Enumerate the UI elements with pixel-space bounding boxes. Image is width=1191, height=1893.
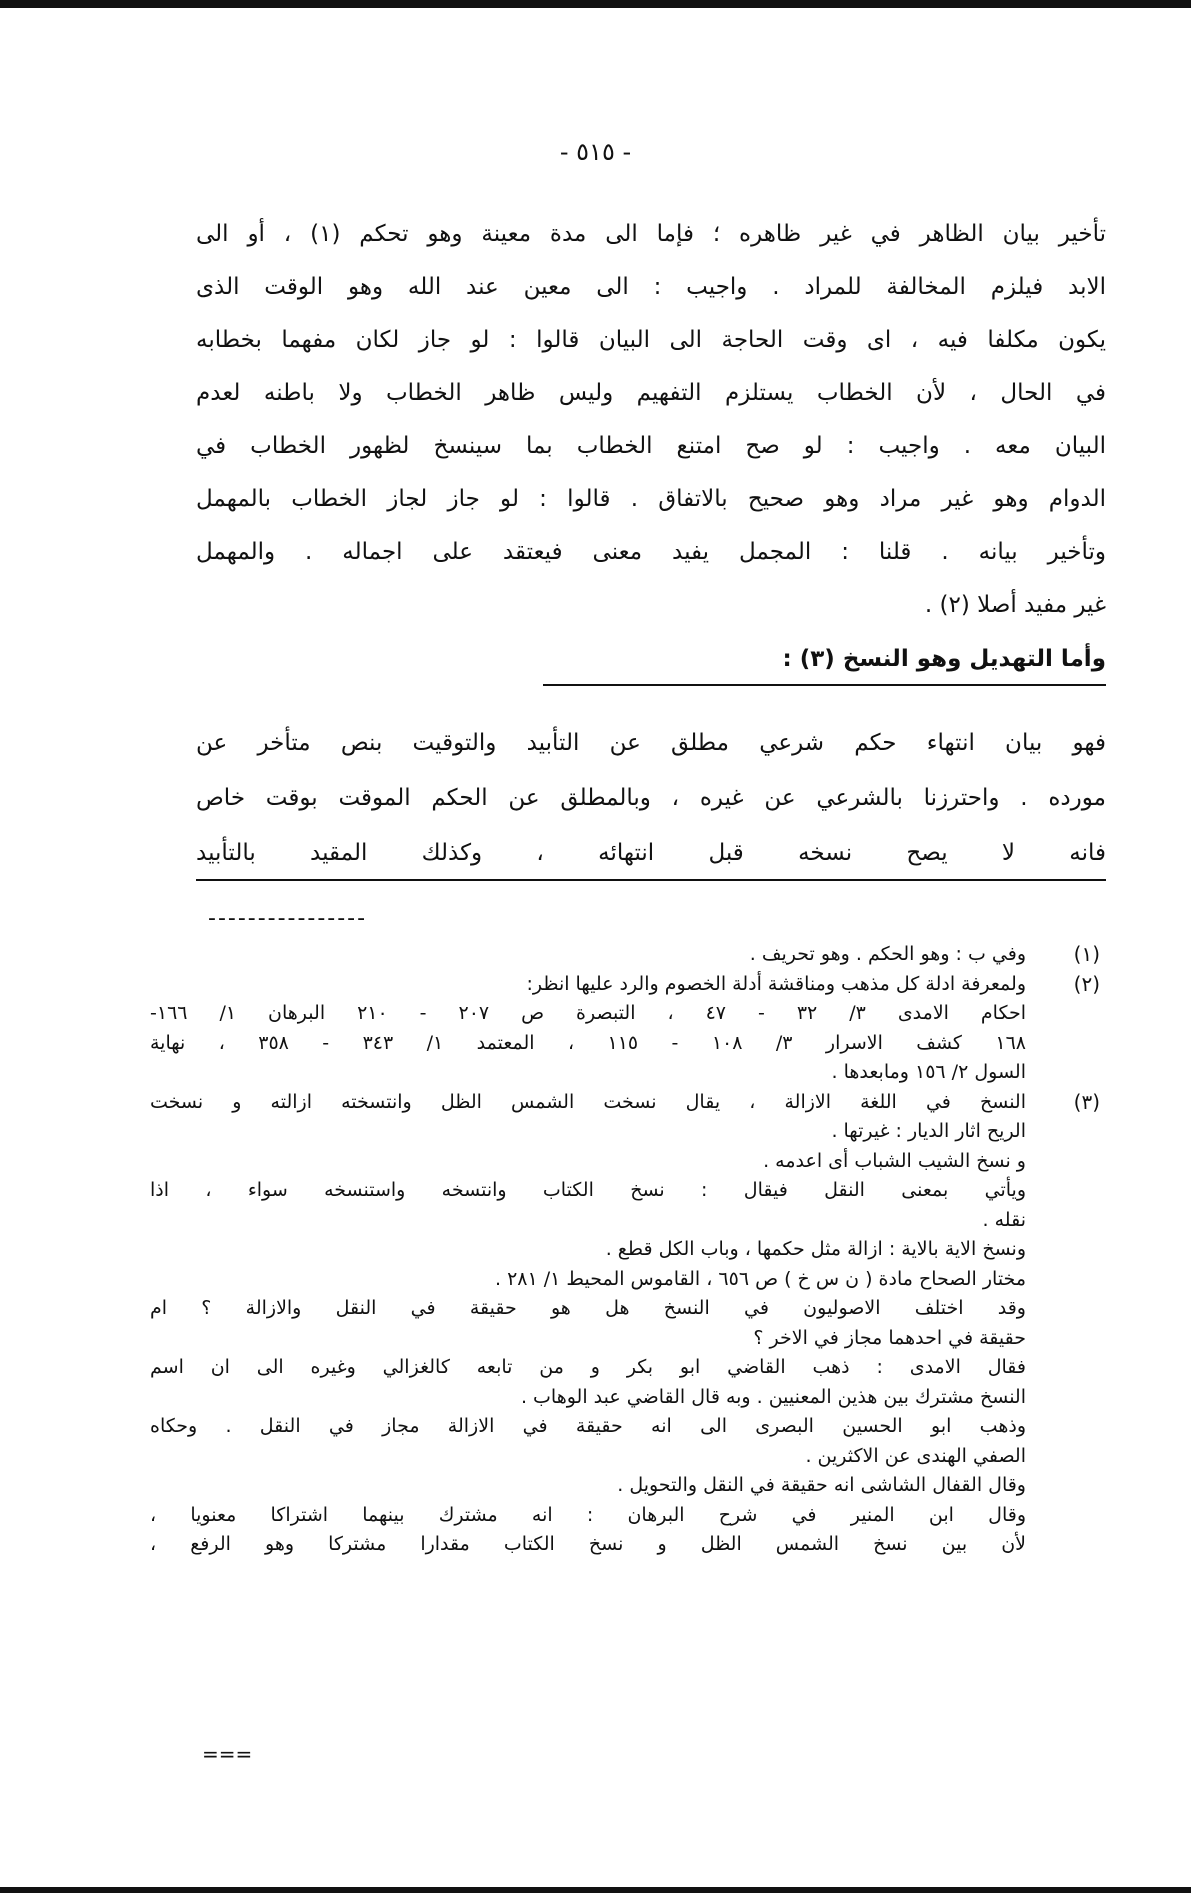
body-line: الابد فيلزم المخالفة للمراد . واجيب : الى معين عند الله وهو الوقت الذى [196,274,1106,300]
footnote-line: ١٦٨ كشف الاسرار ٣/ ١٠٨ - ١١٥ ، المعتمد ١/ ٣٤٣ - ٣٥٨ ، نهاية [150,1031,1026,1054]
footnote-line: النسخ مشترك بين هذين المعنيين . وبه قال القاضي عبد الوهاب . [520,1385,1026,1408]
footnote-line: و نسخ الشيب الشباب أى اعدمه . [763,1149,1026,1172]
footnote-line: ويأتي بمعنى النقل فيقال : نسخ الكتاب وانتسخه واستنسخه سواء ، اذا [150,1179,1026,1201]
footnote-marker: (٣) [1073,1089,1100,1114]
body-line: فهو بيان انتهاء حكم شرعي مطلق عن التأبيد والتوقيت بنص متأخر عن [196,730,1106,756]
body-line: مورده . واحترزنا بالشرعي عن غيره ، وبالمطلق عن الحكم الموقت بوقت خاص [196,785,1106,811]
body-line: وتأخير بيانه . قلنا : المجمل يفيد معنى فيعتقد على اجماله . والمهمل [196,539,1106,565]
body-line: البيان معه . واجيب : لو صح امتنع الخطاب بما سينسخ لظهور الخطاب في [196,433,1106,459]
footnote-line: وقال ابن المنير في شرح البرهان : انه مشترك بينهما اشتراكا معنويا ، [150,1503,1026,1526]
body-line: تأخير بيان الظاهر في غير ظاهره ؛ فإما الى مدة معينة وهو تحكم (١) ، أو الى [196,221,1106,247]
footnote [150,1088,1100,1560]
footnote-line: النسخ في اللغة الازالة ، يقال نسخت الشمس الظل وانتسخته ازالته و نسخت [150,1090,1026,1113]
footnote [150,940,1100,970]
footnote-line: ولمعرفة ادلة كل مذهب ومناقشة أدلة الخصوم والرد عليها انظر: [526,972,1026,995]
footnote-line: لأن بين نسخ الشمس الظل و نسخ الكتاب مقدارا مشتركا وهو الرفع ، [150,1533,1026,1555]
page-number: - ٥١٥ - [559,138,632,166]
footnote-line: وذهب ابو الحسين البصرى الى انه حقيقة في الازالة مجاز في النقل . وحكاه [150,1415,1026,1437]
footnotes [150,940,1100,1560]
footnote-divider: ---------------- [208,906,368,931]
bottom-scan-edge [0,1887,1191,1893]
footnote-line: حقيقة في احدهما مجاز في الاخر ؟ [753,1326,1026,1349]
footnote-line: الصفي الهندى عن الاكثرين . [805,1444,1026,1467]
main-text [196,208,1106,881]
footnote-line: احكام الامدى ٣/ ٣٢ - ٤٧ ، التبصرة ص ٢٠٧ - ٢١٠ البرهان ١/ ١٦٦- [150,1002,1026,1024]
body-line: في الحال ، لأن الخطاب يستلزم التفهيم وليس ظاهر الخطاب ولا باطنه لعدم [196,380,1106,406]
footnote-line: وقد اختلف الاصوليون في النسخ هل هو حقيقة في النقل والازالة ؟ ام [150,1297,1026,1319]
footnote-line: ونسخ الاية بالاية : ازالة مثل حكمها ، وباب الكل قطع . [605,1238,1026,1260]
section-heading: وأما التهديل وهو النسخ (٣) : [543,634,1106,686]
footnote-line: الريح اثار الديار : غيرتها . [831,1120,1026,1142]
end-mark: === [202,1742,253,1766]
footnote [150,970,1100,1088]
footnote-line: السول ٢/ ١٥٦ ومابعدها . [831,1061,1026,1083]
footnote-line: وقال القفال الشاشى انه حقيقة في النقل والتحويل . [617,1474,1026,1496]
body-line: الدوام وهو غير مراد وهو صحيح بالاتفاق . قالوا : لو جاز لجاز الخطاب بالمهمل [196,486,1106,512]
footnote-line: مختار الصحاح مادة ( ن س خ ) ص ٦٥٦ ، القاموس المحيط ١/ ٢٨١ . [495,1267,1026,1290]
definition-paragraph [196,716,1106,881]
footnote-line: فقال الامدى : ذهب القاضي ابو بكر و من تابعه كالغزالي وغيره الى ان اسم [150,1356,1026,1378]
body-line: فانه لا يصح نسخه قبل انتهائه ، وكذلك المقيد بالتأبيد [196,826,1106,881]
body-line: يكون مكلفا فيه ، اى وقت الحاجة الى البيان قالوا : لو جاز لكان مفهما بخطابه [196,327,1106,353]
footnote-line: نقله . [982,1208,1026,1231]
footnote-line: وفي ب : وهو الحكم . وهو تحريف . [749,943,1026,965]
body-line: غير مفيد أصلا (٢) . [924,592,1106,618]
footnote-marker: (٢) [1073,971,1100,996]
top-scan-edge [0,0,1191,8]
footnote-marker: (١) [1073,942,1100,966]
